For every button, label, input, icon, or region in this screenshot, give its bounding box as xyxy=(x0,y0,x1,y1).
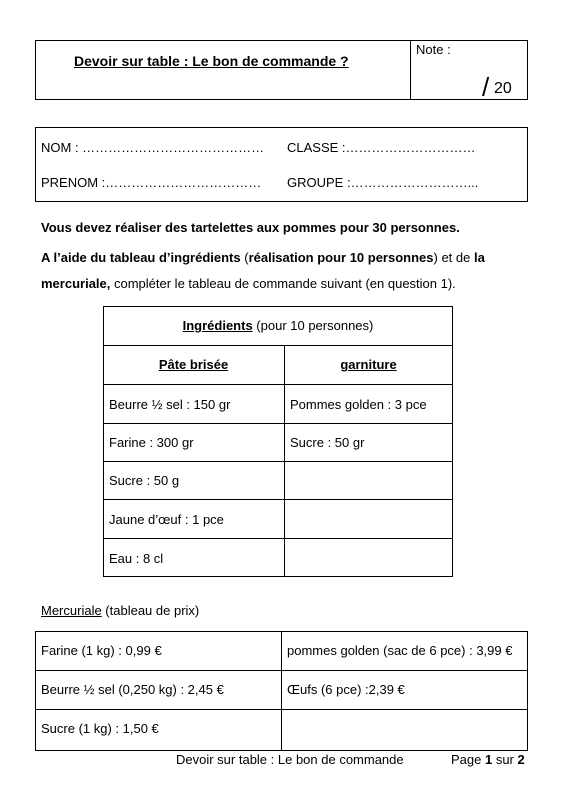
intro-bold-1: A l’aide du tableau d’ingrédients xyxy=(41,250,241,265)
header-box xyxy=(35,40,528,100)
mercuriale-heading xyxy=(41,603,199,618)
intro-paragraph-line2 xyxy=(41,276,456,291)
max-score: 20 xyxy=(494,80,512,97)
ingredients-title xyxy=(103,318,453,333)
ing-hline-5 xyxy=(103,499,453,500)
intro-bold-3: réalisation pour 10 personnes xyxy=(248,250,434,265)
note-label: Note : xyxy=(416,42,451,57)
footer-title: Devoir sur table : Le bon de commande xyxy=(176,752,404,767)
intro-text-2: ( xyxy=(240,250,249,265)
price-cell: pommes golden (sac de 6 pce) : 3,99 € xyxy=(287,643,513,658)
intro-line: Vous devez réaliser des tartelettes aux pommes pour 30 personnes. xyxy=(41,220,460,235)
prenom-field: PRENOM :……………………………… xyxy=(41,175,262,190)
page-title: Devoir sur table : Le bon de commande ? xyxy=(74,53,349,69)
mercuriale-label-rest: (tableau de prix) xyxy=(101,603,200,618)
mercuriale-label: Mercuriale xyxy=(41,603,102,618)
ing-hline-4 xyxy=(103,461,453,462)
classe-field: CLASSE :………………………… xyxy=(287,140,476,155)
price-cell: Farine (1 kg) : 0,99 € xyxy=(41,643,162,658)
score-slash: / xyxy=(482,72,490,102)
table-cell: Pommes golden : 3 pce xyxy=(290,397,427,412)
intro-text-4: ) et de xyxy=(433,250,474,265)
ing-hline-1 xyxy=(103,345,453,346)
price-cell: Sucre (1 kg) : 1,50 € xyxy=(41,721,159,736)
ingredients-title-rest: (pour 10 personnes) xyxy=(252,318,374,333)
intro-bold-mercuriale: mercuriale, xyxy=(41,276,111,291)
intro-bold-5: la xyxy=(473,250,485,265)
nom-field: NOM : …………………………………… xyxy=(41,140,265,155)
table-cell: Sucre : 50 g xyxy=(109,473,180,488)
col-header-pate: Pâte brisée xyxy=(158,357,229,372)
col-header-garniture: garniture xyxy=(340,357,397,372)
ing-hline-3 xyxy=(103,423,453,424)
table-cell: Jaune d’œuf : 1 pce xyxy=(109,512,224,527)
groupe-field: GROUPE :………………………... xyxy=(287,175,479,190)
ingredients-title-bold: Ingrédients xyxy=(182,318,253,333)
page-total: 2 xyxy=(517,752,525,767)
table-cell: Eau : 8 cl xyxy=(109,551,164,566)
table-cell: Sucre : 50 gr xyxy=(290,435,365,450)
ing-hline-2 xyxy=(103,384,453,385)
page-mid: sur xyxy=(492,752,518,767)
ing-hline-6 xyxy=(103,538,453,539)
identity-box xyxy=(35,127,528,202)
header-divider xyxy=(410,40,411,100)
price-cell: Œufs (6 pce) :2,39 € xyxy=(287,682,405,697)
intro-paragraph-line1 xyxy=(41,250,485,265)
table-cell: Beurre ½ sel : 150 gr xyxy=(109,397,231,412)
footer-page-number xyxy=(451,752,525,767)
table-cell: Farine : 300 gr xyxy=(109,435,194,450)
page-prefix: Page xyxy=(451,752,485,767)
price-cell: Beurre ½ sel (0,250 kg) : 2,45 € xyxy=(41,682,224,697)
merc-vline xyxy=(281,631,282,751)
page-num: 1 xyxy=(484,752,493,767)
intro-text-rest: compléter le tableau de commande suivant (en question 1). xyxy=(110,276,456,291)
ing-vline xyxy=(284,345,285,577)
